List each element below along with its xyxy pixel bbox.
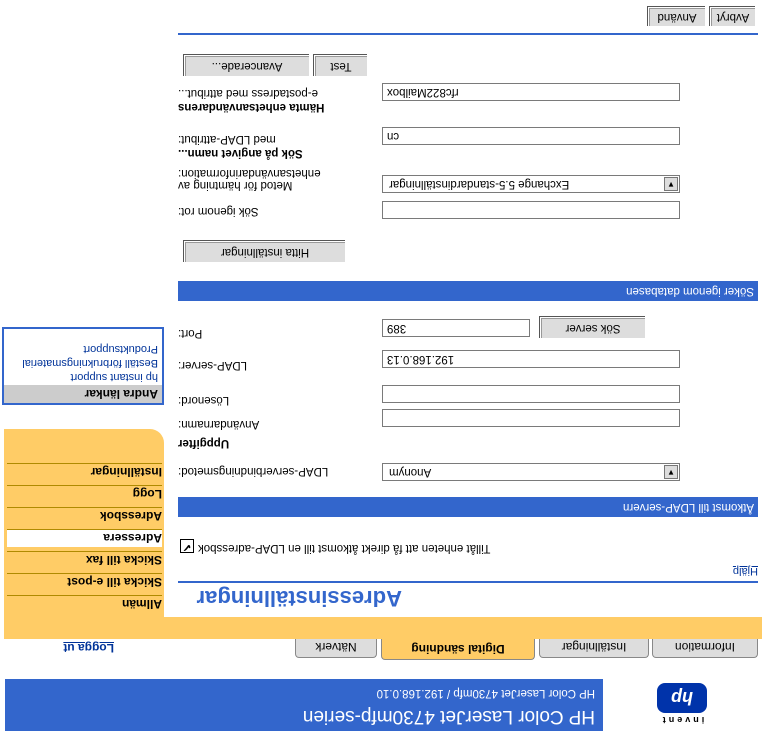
email-attribute-input[interactable] bbox=[382, 83, 680, 101]
page-title: Adressinställningar bbox=[196, 586, 402, 611]
footer-divider bbox=[178, 33, 758, 35]
password-input[interactable] bbox=[382, 385, 680, 403]
email-heading: Hämta enhetsanvändarens bbox=[178, 101, 325, 113]
title-divider bbox=[178, 581, 758, 583]
retrieval-method-label bbox=[178, 167, 366, 191]
logo-invent-text: invent bbox=[659, 715, 705, 725]
advanced-button[interactable]: Avancerade... bbox=[184, 55, 310, 77]
search-root-label: Sök igenom rot: bbox=[178, 205, 259, 217]
tab-settings[interactable]: Inställningar bbox=[539, 637, 649, 658]
bind-method-label: LDAP-serverbindningsmetod: bbox=[178, 465, 329, 477]
hp-logo bbox=[654, 679, 710, 725]
find-server-button[interactable]: Sök server bbox=[540, 317, 646, 339]
section-ldap-access: Åtkomst till LDAP-servern bbox=[178, 497, 758, 517]
other-links-title: Andra länkar bbox=[4, 385, 162, 403]
password-label: Lösenord: bbox=[178, 394, 230, 406]
product-title: HP Color LaserJet 4730mfp-serien bbox=[302, 706, 595, 727]
search-name-heading: Sök på angivet namn... bbox=[178, 147, 303, 159]
retrieval-method-line-1: Metod för hämtning av bbox=[178, 179, 293, 191]
retrieval-method-line-2: enhetsanvändarinformation: bbox=[178, 167, 321, 179]
tab-network[interactable]: Nätverk bbox=[295, 637, 377, 658]
nav-item-send-email[interactable]: Skicka till e-post bbox=[7, 573, 162, 591]
test-button[interactable]: Test bbox=[314, 55, 368, 77]
email-attribute-label: e-postadress med attribut... bbox=[178, 87, 318, 99]
tab-information[interactable]: Information bbox=[652, 637, 758, 658]
nav-item-log[interactable]: Logg bbox=[7, 485, 162, 503]
nav-item-address-book[interactable]: Adressbok bbox=[7, 507, 162, 525]
ldap-server-value: 192.168.0.13 bbox=[387, 353, 455, 365]
hp-logo-mark: hp bbox=[671, 688, 693, 708]
link-product-support[interactable]: Produktsupport bbox=[83, 343, 158, 355]
retrieval-method-select[interactable] bbox=[382, 175, 680, 193]
tab-digital-sending[interactable]: Digital sändning bbox=[381, 637, 535, 660]
ldap-attribute-input[interactable] bbox=[382, 127, 680, 145]
chevron-down-icon: ▼ bbox=[664, 177, 678, 191]
other-links-box bbox=[2, 327, 164, 405]
apply-button[interactable]: Använd bbox=[648, 7, 706, 27]
bind-method-value: Anonym bbox=[389, 466, 432, 478]
port-input[interactable] bbox=[382, 319, 530, 337]
username-label: Användarnamn: bbox=[178, 418, 260, 430]
port-value: 389 bbox=[387, 322, 407, 334]
ldap-enable-checkbox[interactable]: ✔ bbox=[180, 539, 194, 553]
ldap-server-label: LDAP-server: bbox=[178, 359, 248, 371]
chevron-down-icon: ▼ bbox=[664, 465, 678, 479]
search-root-input[interactable] bbox=[382, 201, 680, 219]
link-order-supplies[interactable]: Beställ förbrukningsmaterial bbox=[22, 357, 158, 369]
nav-item-send-fax[interactable]: Skicka till fax bbox=[7, 551, 162, 569]
retrieval-method-value: Exchange 5.5-standardinställningar bbox=[389, 178, 570, 190]
hp-logo-icon bbox=[657, 683, 707, 713]
logout-link[interactable]: Logga ut bbox=[63, 641, 114, 655]
nav-item-general[interactable]: Allmän bbox=[7, 595, 162, 613]
cancel-button[interactable]: Avbryt bbox=[710, 7, 756, 27]
left-nav bbox=[4, 429, 164, 639]
help-link[interactable]: Hjälp bbox=[732, 565, 758, 577]
ldap-server-input[interactable] bbox=[382, 350, 680, 368]
credentials-heading: Uppgifter bbox=[178, 437, 230, 449]
nav-item-preferences[interactable]: Inställningar bbox=[7, 463, 162, 481]
ldap-attribute-label: med LDAP-attribut: bbox=[178, 133, 276, 145]
ldap-attribute-value: cn bbox=[387, 130, 400, 142]
email-attribute-value: rfc822Mailbox bbox=[387, 86, 459, 98]
section-database-search: Söker igenom databasen bbox=[178, 281, 758, 301]
bind-method-select[interactable] bbox=[382, 463, 680, 481]
product-banner bbox=[5, 679, 603, 731]
find-settings-button[interactable]: Hitta inställningar bbox=[184, 241, 346, 263]
username-input[interactable] bbox=[382, 409, 680, 427]
product-subtitle: HP Color LaserJet 4730mfp / 192.168.0.10 bbox=[376, 687, 595, 699]
port-label: Port: bbox=[178, 327, 203, 339]
ldap-enable-label: Tillåt enheten att få direkt åtkomst till en LDAP-adressbok bbox=[198, 542, 491, 554]
link-hp-instant-support[interactable]: hp instant support bbox=[70, 371, 158, 383]
nav-item-addressing[interactable]: Adressera bbox=[7, 529, 162, 547]
